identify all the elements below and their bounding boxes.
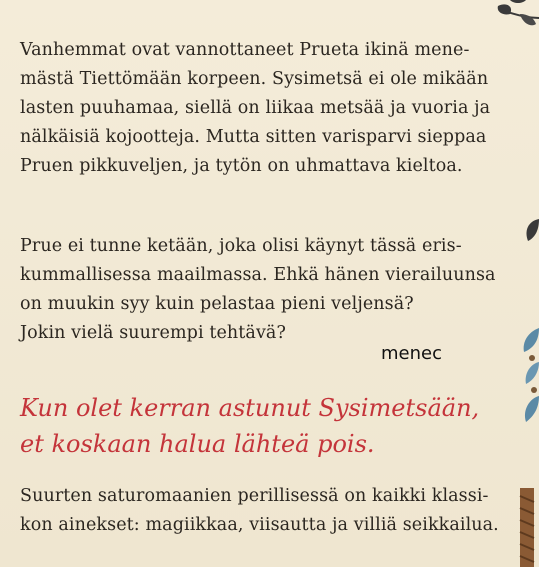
text-line: kon ainekset: magiikkaa, viisautta ja villiä seikkailua. (20, 515, 499, 535)
tagline-line: Kun olet kerran astunut Sysimetsään, (20, 394, 480, 422)
text-line: kummallisessa maailmassa. Ehkä hänen vierailuunsa (20, 265, 496, 285)
text-line: Suurten saturomaanien perillisessä on kaikki klassi- (20, 486, 489, 506)
text-line: Jokin vielä suurempi tehtävä? (20, 323, 286, 343)
closing-paragraph (20, 482, 506, 540)
text-line: mästä Tiettömään korpeen. Sysimetsä ei ole mikään (20, 69, 489, 89)
twine-bottom-right-icon (514, 488, 539, 567)
tagline-line: et koskaan halua lähteä pois. (20, 430, 375, 458)
text-line: Vanhemmat ovat vannottaneet Prueta ikinä mene- (20, 40, 470, 60)
text-line: lasten puuhamaa, siellä on liikaa metsää ja vuoria ja (20, 98, 491, 118)
text-line: nälkäisiä kojootteja. Mutta sitten varisparvi sieppaa (20, 127, 487, 147)
leaf-right-icon (518, 215, 539, 245)
text-line: Pruen pikkuveljen, ja tytön on uhmattava kieltoa. (20, 156, 463, 176)
text-line: on muukin syy kuin pelastaa pieni veljensä? (20, 294, 414, 314)
second-paragraph (20, 232, 506, 348)
tagline (20, 390, 520, 462)
intro-paragraph (20, 36, 506, 181)
watermark-text: menec (381, 343, 442, 364)
text-line: Prue ei tunne ketään, joka olisi käynyt tässä eris- (20, 236, 462, 256)
